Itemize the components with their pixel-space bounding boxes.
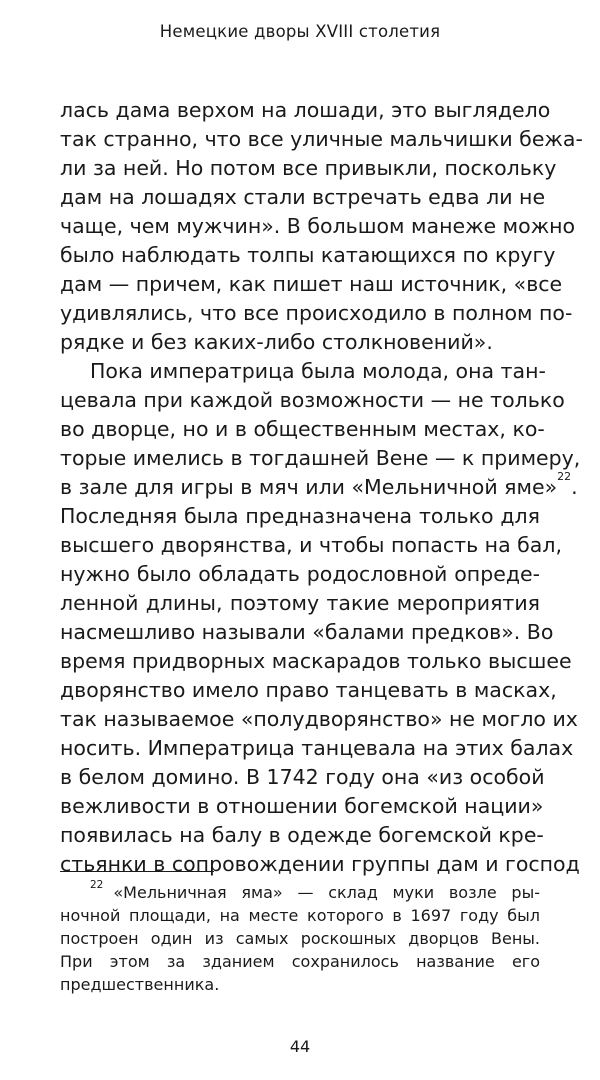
text-line: так называемое «полудворянство» не могло их [60,707,578,731]
text-line: было наблюдать толпы катающихся по кругу [60,243,556,267]
text-line: Пока императрица была молода, она тан- [90,359,546,383]
body-text [60,96,583,879]
text-line: в белом домино. В 1742 году она «из особой [60,765,545,789]
text-line: удивлялись, что все происходило в полном по- [60,301,573,325]
text-line: нужно было обладать родословной опреде- [60,562,540,586]
text-line: насмешливо называли «балами предков». Во [60,620,554,644]
text-line: время придворных маскарадов только высшее [60,649,572,673]
text-line: цевала при каждой возможности — не только [60,388,565,412]
page-number: 44 [289,1037,311,1056]
text-line: рядке и без каких-либо столкновений». [60,330,493,354]
footnote-text: «Мельничная яма» — склад муки возле ры- [113,883,540,902]
footnote-number: 22 [90,879,104,891]
text-line: дам на лошадях стали встречать едва ли не [60,185,546,209]
footnote-separator [60,871,214,872]
text-line: ленной длины, поэтому такие мероприятия [60,591,540,615]
text-line: Последняя была предназначена только для [60,504,540,528]
footnote-line: ночной площади, на месте которого в 1697 году был [60,906,540,925]
text-line: носить. Императрица танцевала на этих балах [60,736,574,760]
text-line: высшего дворянства, и чтобы попасть на бал, [60,533,562,557]
running-head: Немецкие дворы XVIII столетия [159,22,441,41]
text-line: в зале для игры в мяч или «Мельничной яме» [60,475,558,499]
text-line: дам — причем, как пишет наш источник, «все [60,272,563,296]
footnote-line [60,881,540,904]
footnote-ref-trailing-punct: . [571,475,578,499]
footnote-line: При этом за зданием сохранилось название его [60,952,540,971]
text-line: дворянство имело право танцевать в масках, [60,678,557,702]
footnote [60,881,540,996]
text-line: лась дама верхом на лошади, это выглядело [60,98,551,122]
text-line: так странно, что все уличные мальчишки бежа- [60,127,583,151]
text-line: во дворце, но и в общественным местах, ко- [60,417,545,441]
footnote-line: предшественника. [60,975,220,994]
text-line: вежливости в отношении богемской нации» [60,794,544,818]
footnote-line: построен один из самых роскошных дворцов Вены. [60,929,540,948]
text-line: торые имелись в тогдашней Вене — к примеру, [60,446,581,470]
text-line: ли за ней. Но потом все привыкли, поскольку [60,156,557,180]
text-line: чаще, чем мужчин». В большом манеже можно [60,214,576,238]
footnote-reference[interactable]: 22 [557,470,572,483]
text-line: стьянки в сопровождении группы дам и господ [60,852,580,876]
text-line: появилась на балу в одежде богемской кре- [60,823,544,847]
text-line-with-footnote-ref [60,470,578,502]
